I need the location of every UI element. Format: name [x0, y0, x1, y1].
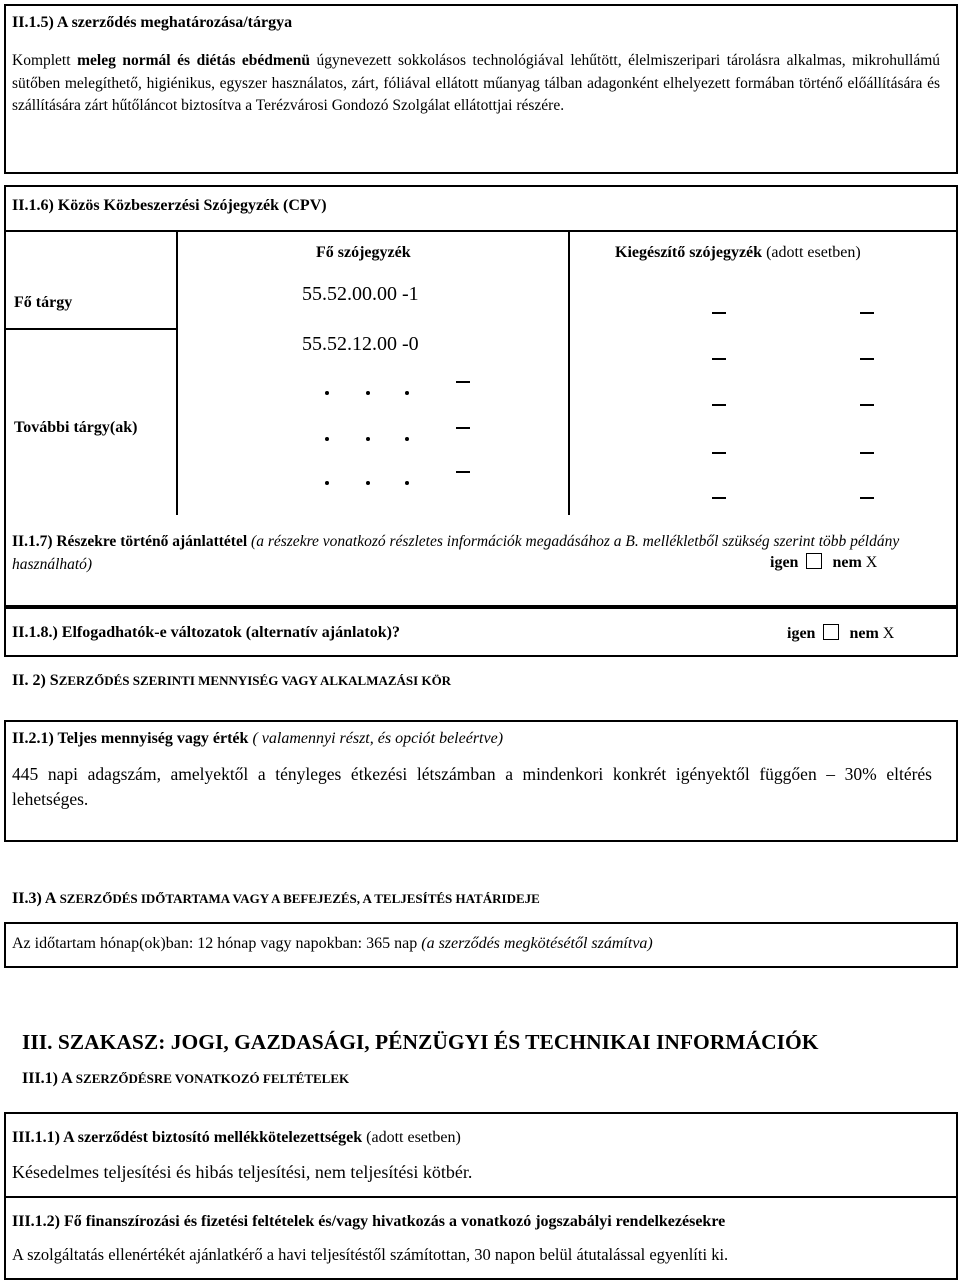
section-title-II-1-6: II.1.6) Közös Közbeszerzési Szójegyzék (CPV): [12, 197, 327, 214]
quantity-text: 445 napi adagszám, amelyektől a tényleges étkezési létszámban a mindenkori konkrét igényektől függően – 30% eltérés lehetséges.: [12, 764, 932, 809]
section-title-II-1-8: II.1.8.) Elfogadhatók-e változatok (alternatív ajánlatok)?: [12, 624, 400, 641]
placeholder-dot: [405, 391, 409, 395]
cpv-row-main: Fő tárgy: [14, 294, 73, 311]
heading-rest: SZERZŐDÉSRE VONATKOZÓ FELTÉTELEK: [75, 1071, 350, 1086]
yes-checkbox[interactable]: [823, 624, 839, 640]
partial-tender-options: [770, 553, 877, 572]
subject-text-bold: meleg normál és diétás ebédmenü: [77, 52, 310, 69]
yes-checkbox[interactable]: [806, 553, 822, 569]
section-title-II-1-7: II.1.7) Részekre történő ajánlattétel: [12, 533, 248, 550]
heading-rest: SZERZŐDÉS IDŐTARTAMA VAGY A BEFEJEZÉS, A TELJESÍTÉS HATÁRIDEJE: [59, 891, 540, 906]
no-label: nem: [849, 625, 879, 642]
guarantee-text: Késedelmes teljesítési és hibás teljesítési, nem teljesítési kötbér.: [12, 1162, 473, 1182]
placeholder-dash: [860, 404, 874, 406]
cpv-divider-2: [568, 231, 570, 515]
conditions-divider: [4, 1196, 958, 1198]
no-mark: X: [865, 554, 878, 571]
placeholder-dash: [860, 358, 874, 360]
duration-note: (a szerződés megkötésétől számítva): [417, 935, 653, 952]
placeholder-dot: [366, 437, 370, 441]
placeholder-dot: [325, 481, 329, 485]
subject-text-start: Komplett: [12, 52, 78, 69]
section-title-II-2-1: II.2.1) Teljes mennyiség vagy érték: [12, 730, 249, 747]
placeholder-dot: [366, 391, 370, 395]
section-title-II-1-5: [12, 14, 292, 32]
cpv-other-code: 55.52.12.00 -0: [302, 333, 419, 355]
placeholder-dash: [712, 312, 726, 314]
heading-prefix: II.3) A: [12, 890, 60, 907]
section-II-2-1-note: ( valamennyi részt, és opciót beleértve): [248, 730, 504, 747]
section-II-1-7-note: (a részekre vonatkozó részletes információk megadásához a B. mellékletből szükség szerint több példány használható): [12, 533, 900, 573]
placeholder-dot: [405, 481, 409, 485]
yes-label: igen: [787, 625, 816, 642]
placeholder-dash: [860, 452, 874, 454]
section-title-III-1-2: III.1.2) Fő finanszírozási és fizetési feltételek és/vagy hivatkozás a vonatkozó jogszabályi rendelkezésekre: [12, 1213, 726, 1230]
cpv-row-other: További tárgy(ak): [14, 419, 138, 436]
placeholder-dash: [712, 452, 726, 454]
placeholder-dot: [325, 391, 329, 395]
placeholder-dash: [456, 471, 470, 473]
placeholder-dot: [325, 437, 329, 441]
yes-label: igen: [770, 554, 799, 571]
section-III-1-1-note: (adott esetben): [362, 1129, 461, 1146]
cpv-row-divider: [4, 328, 176, 330]
placeholder-dash: [860, 312, 874, 314]
contract-subject-paragraph: [12, 50, 940, 118]
section-heading-III: III. SZAKASZ: JOGI, GAZDASÁGI, PÉNZÜGYI ÉS TECHNIKAI INFORMÁCIÓK: [22, 1030, 819, 1054]
cpv-main-code: 55.52.00.00 -1: [302, 283, 419, 305]
subject-text-rest: úgynevezett sokkolásos technológiával lehűtött, élelmiszeripari tárolásra alkalmas, mikrohullámú sütőben melegíthető, higiénikus, egyszer használatos, zárt, fóliával ellátott műanyag tálban adagonként elhelyezett formában történő előállítására és szállítására zárt hűtőláncot biztosítva a Terézvárosi Gondozó Szolgálat ellátottjai részére.: [12, 52, 941, 114]
payment-text: A szolgáltatás ellenértékét ajánlatkérő a havi teljesítéstől számítottan, 30 napon belül átutalással egyenlíti ki.: [12, 1245, 729, 1264]
cpv-header-supp-bold: Kiegészítő szójegyzék: [615, 244, 763, 261]
variants-options: [787, 624, 894, 643]
no-mark: X: [882, 625, 895, 642]
cpv-header-main: Fő szójegyzék: [316, 244, 411, 261]
heading-prefix: III.1) A: [22, 1070, 76, 1087]
section-heading-III-1: [22, 1070, 349, 1088]
section-title-III-1-1: III.1.1) A szerződést biztosító mellékkötelezettségek: [12, 1129, 363, 1146]
placeholder-dash: [456, 381, 470, 383]
no-label: nem: [832, 554, 862, 571]
section-title-text: II.1.5) A szerződés meghatározása/tárgya: [12, 14, 293, 31]
heading-rest: ZERZŐDÉS SZERINTI MENNYISÉG VAGY ALKALMAZÁSI KÖR: [58, 673, 452, 688]
duration-line: [12, 935, 653, 953]
duration-days: vagy napokban: 365 nap: [256, 935, 418, 952]
placeholder-dash: [456, 427, 470, 429]
duration-months: Az időtartam hónap(ok)ban: 12 hónap: [12, 935, 257, 952]
placeholder-dot: [366, 481, 370, 485]
placeholder-dot: [405, 437, 409, 441]
section-II-2-1-title-line: [12, 730, 503, 748]
placeholder-dash: [712, 404, 726, 406]
cpv-table: [4, 230, 958, 515]
heading-prefix: II. 2) S: [12, 672, 59, 689]
placeholder-dash: [712, 497, 726, 499]
cpv-header-supplementary: [615, 244, 861, 262]
section-heading-II-2: [12, 672, 451, 690]
placeholder-dash: [860, 497, 874, 499]
cpv-header-supp-note: (adott esetben): [762, 244, 861, 261]
cpv-divider-1: [176, 231, 178, 515]
placeholder-dash: [712, 358, 726, 360]
section-III-1-1-title-line: [12, 1129, 461, 1147]
section-heading-II-3: [12, 890, 540, 908]
